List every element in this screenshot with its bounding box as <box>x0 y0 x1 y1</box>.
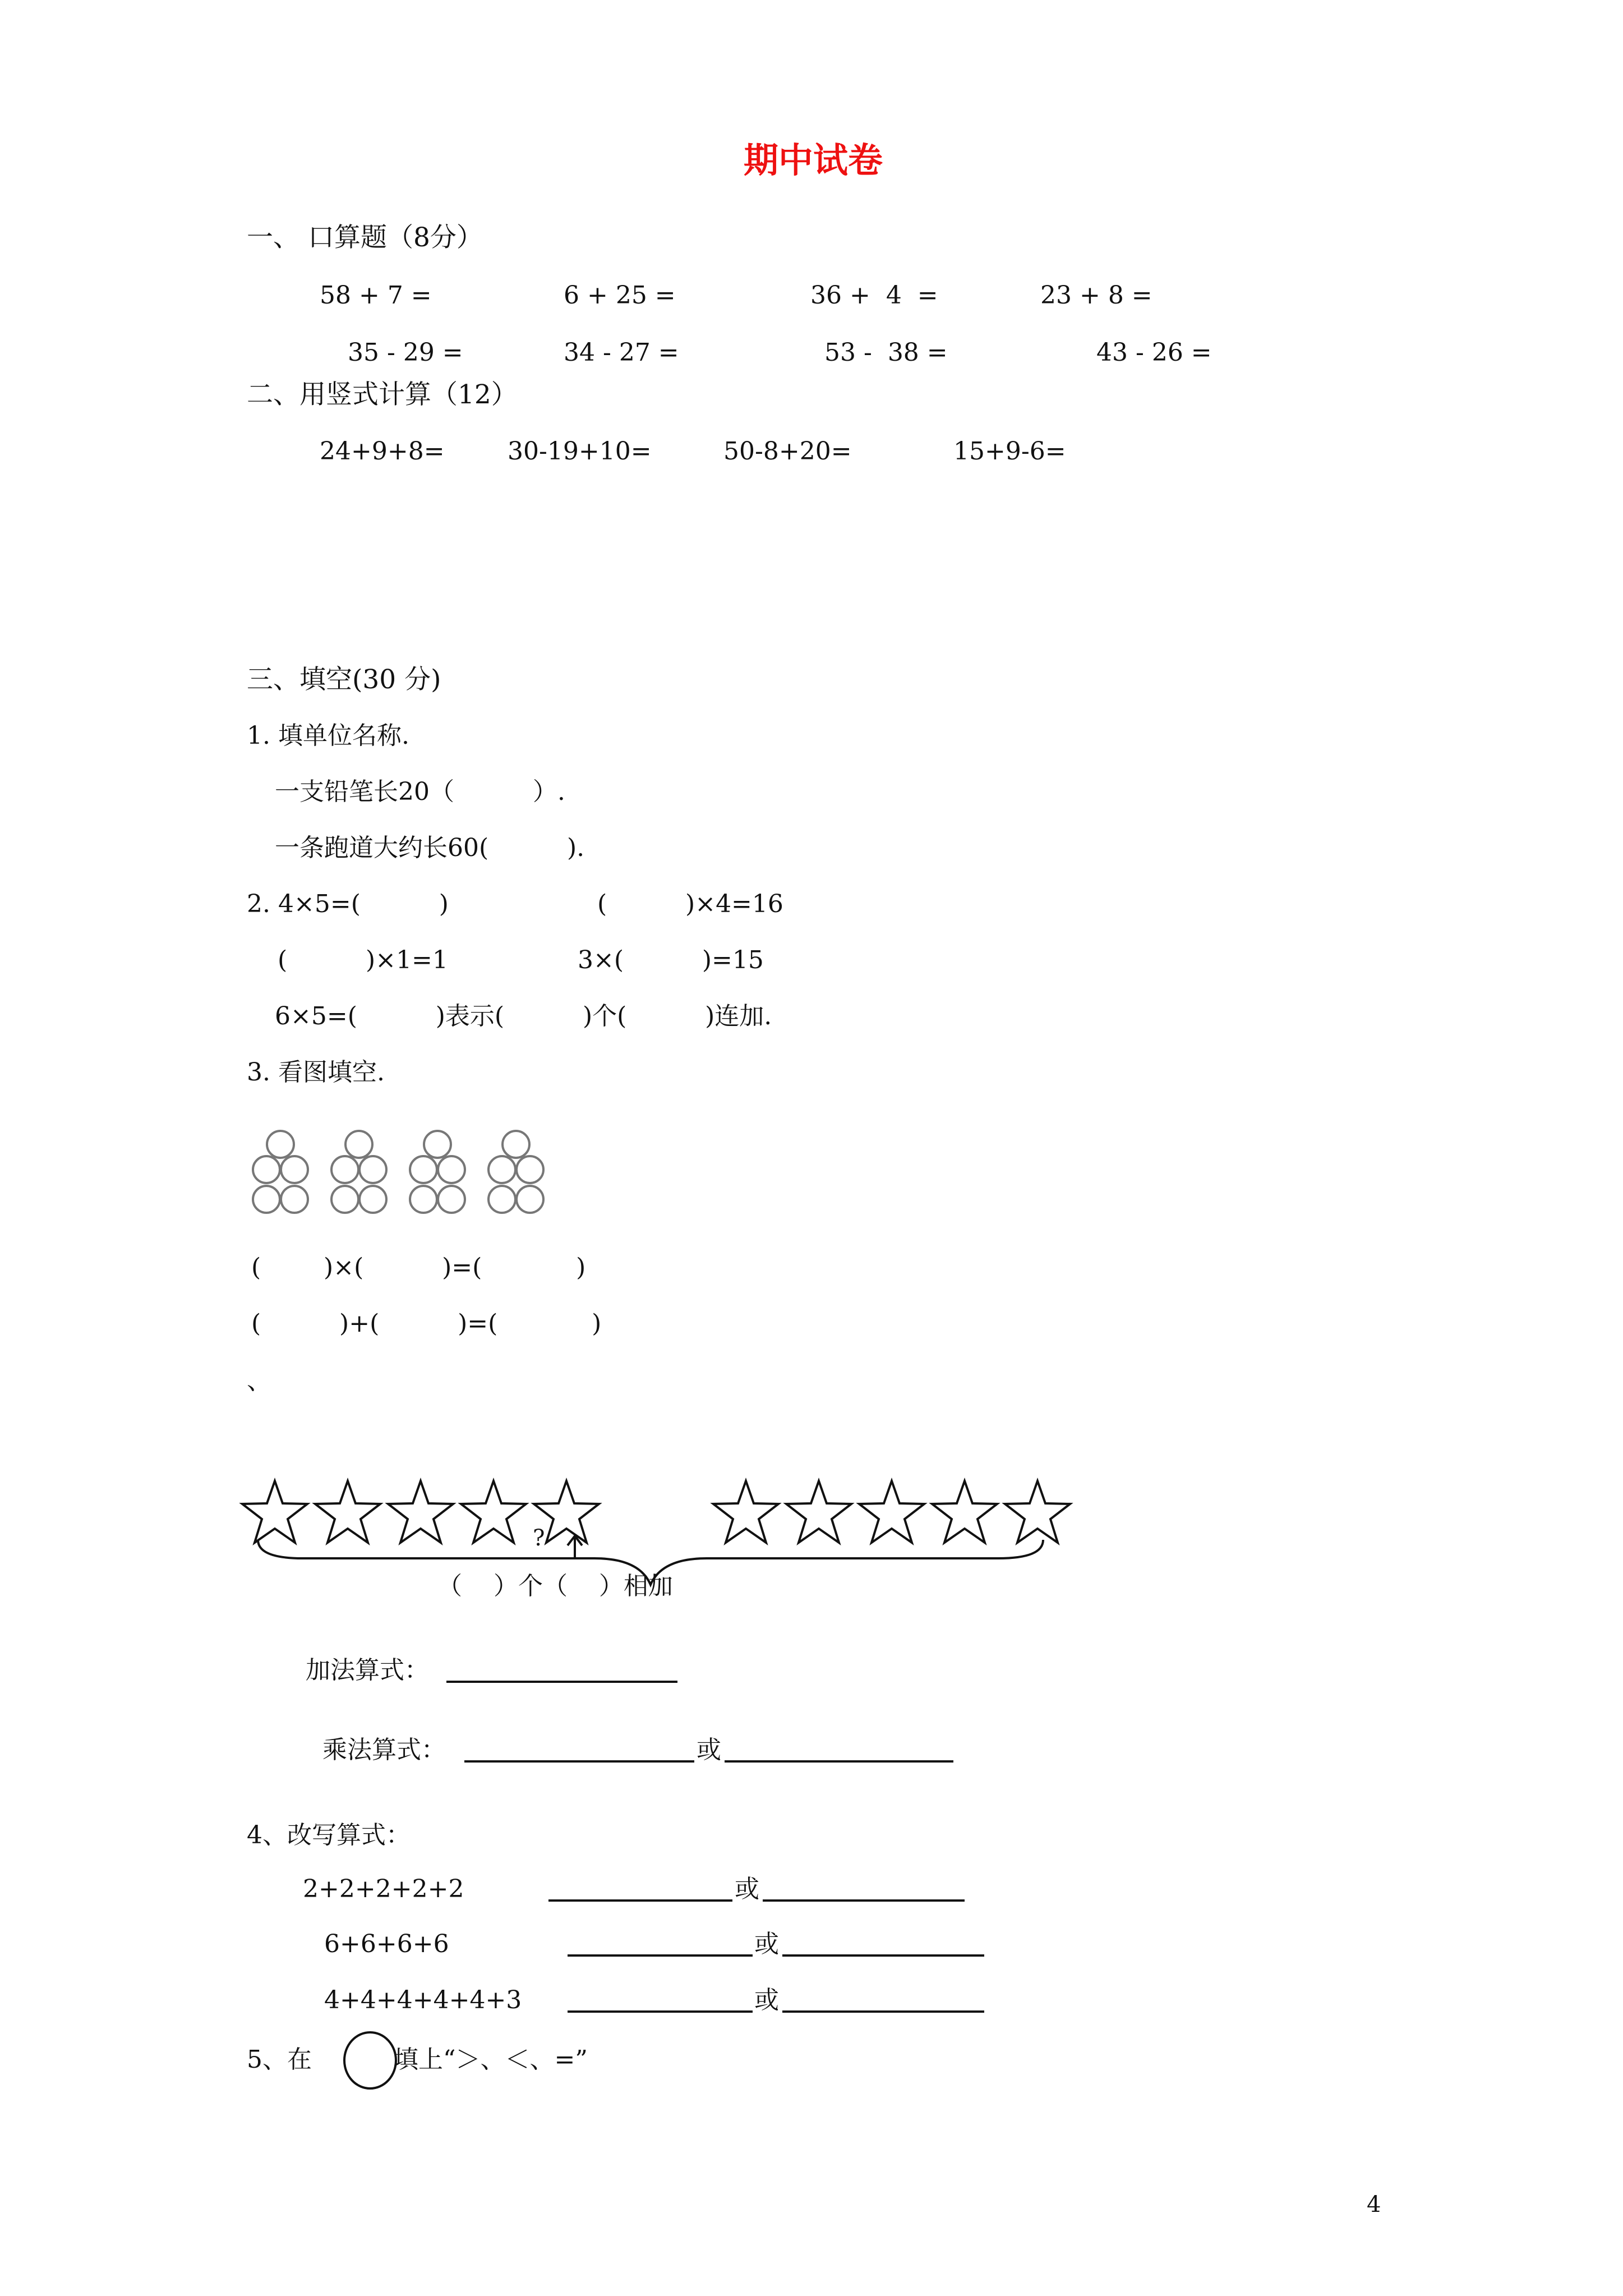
q1-label: 1. 填单位名称. <box>247 721 409 750</box>
q3-pause-mark: 、 <box>247 1366 271 1395</box>
circle-group <box>410 1131 465 1213</box>
stars-figure <box>236 1470 1357 1610</box>
rewrite-or: 或 <box>735 1875 759 1903</box>
mental-math-item: 58 + 7 = <box>320 281 432 310</box>
rewrite-blank[interactable] <box>782 1954 984 1957</box>
q3-mul-line: ( )×( )=( ) <box>251 1253 586 1282</box>
rewrite-item: 6+6+6+6 <box>324 1930 449 1958</box>
q5-label-pre: 5、在 <box>247 2045 312 2074</box>
mul-formula-blank-1[interactable] <box>464 1760 694 1763</box>
star-icon <box>315 1481 380 1543</box>
circle-group <box>331 1131 386 1213</box>
add-formula-label: 加法算式： <box>306 1656 429 1685</box>
arrow-icon <box>568 1536 582 1559</box>
q2-line-b: ( )×4=16 <box>597 890 783 918</box>
q1-line-track: 一条跑道大约长60( ). <box>275 834 585 862</box>
rewrite-or: 或 <box>754 1930 779 1958</box>
mul-or-label: 或 <box>697 1736 721 1764</box>
star-icon <box>242 1481 307 1543</box>
q3-add-line: ( )+( )=( ) <box>251 1309 602 1338</box>
q2-line-c: ( )×1=1 <box>278 946 448 974</box>
brace-caption: （ ）个（ ）相加 <box>437 1572 673 1600</box>
vertical-calc-item: 24+9+8= <box>320 437 445 466</box>
mental-math-item: 35 - 29 = <box>348 338 463 367</box>
vertical-calc-item: 50-8+20= <box>723 437 852 466</box>
section-1-heading: 一、 口算题（8分） <box>247 222 483 253</box>
question-mark: ? <box>533 1525 545 1551</box>
circle-groups-figure <box>247 1128 808 1240</box>
rewrite-blank[interactable] <box>548 1899 732 1902</box>
page-title: 期中试卷 <box>744 140 883 181</box>
star-icon <box>786 1481 851 1543</box>
page-number: 4 <box>1367 2192 1381 2217</box>
mental-math-item: 36 + 4 = <box>810 281 938 310</box>
q2-line-a: 2. 4×5=( ) <box>247 890 449 918</box>
rewrite-blank[interactable] <box>763 1899 965 1902</box>
q5-label-post: 填上“＞、＜、=” <box>394 2045 588 2074</box>
rewrite-blank[interactable] <box>782 2010 984 2013</box>
circle-group <box>253 1131 308 1213</box>
q2-line-e: 6×5=( )表示( )个( )连加. <box>275 1002 772 1030</box>
q2-line-d: 3×( )=15 <box>578 946 764 974</box>
section-3-heading: 三、填空(30 分) <box>247 664 441 695</box>
q1-line-pencil: 一支铅笔长20（ ）. <box>275 777 565 806</box>
mental-math-item: 6 + 25 = <box>564 281 676 310</box>
rewrite-item: 4+4+4+4+4+3 <box>324 1986 522 2014</box>
section-2-heading: 二、用竖式计算（12） <box>247 379 518 410</box>
rewrite-item: 2+2+2+2+2 <box>303 1875 464 1903</box>
star-icon <box>859 1481 924 1543</box>
star-icon <box>461 1481 526 1543</box>
star-icon <box>713 1481 778 1543</box>
mul-formula-blank-2[interactable] <box>725 1760 953 1763</box>
rewrite-blank[interactable] <box>568 1954 753 1957</box>
rewrite-or: 或 <box>754 1986 779 2014</box>
mental-math-item: 23 + 8 = <box>1040 281 1152 310</box>
star-icon <box>388 1481 453 1543</box>
mental-math-item: 53 - 38 = <box>824 338 948 367</box>
mental-math-item: 34 - 27 = <box>564 338 679 367</box>
vertical-calc-item: 15+9-6= <box>953 437 1066 466</box>
circle-group <box>488 1131 543 1213</box>
rewrite-blank[interactable] <box>568 2010 753 2013</box>
mental-math-item: 43 - 26 = <box>1096 338 1212 367</box>
add-formula-blank[interactable] <box>446 1681 677 1683</box>
mul-formula-label: 乘法算式： <box>322 1736 446 1764</box>
star-icon <box>1005 1481 1070 1543</box>
star-icon <box>932 1481 997 1543</box>
vertical-calc-item: 30-19+10= <box>508 437 652 466</box>
q4-label: 4、改写算式： <box>247 1821 411 1849</box>
q3-label: 3. 看图填空. <box>247 1058 385 1087</box>
